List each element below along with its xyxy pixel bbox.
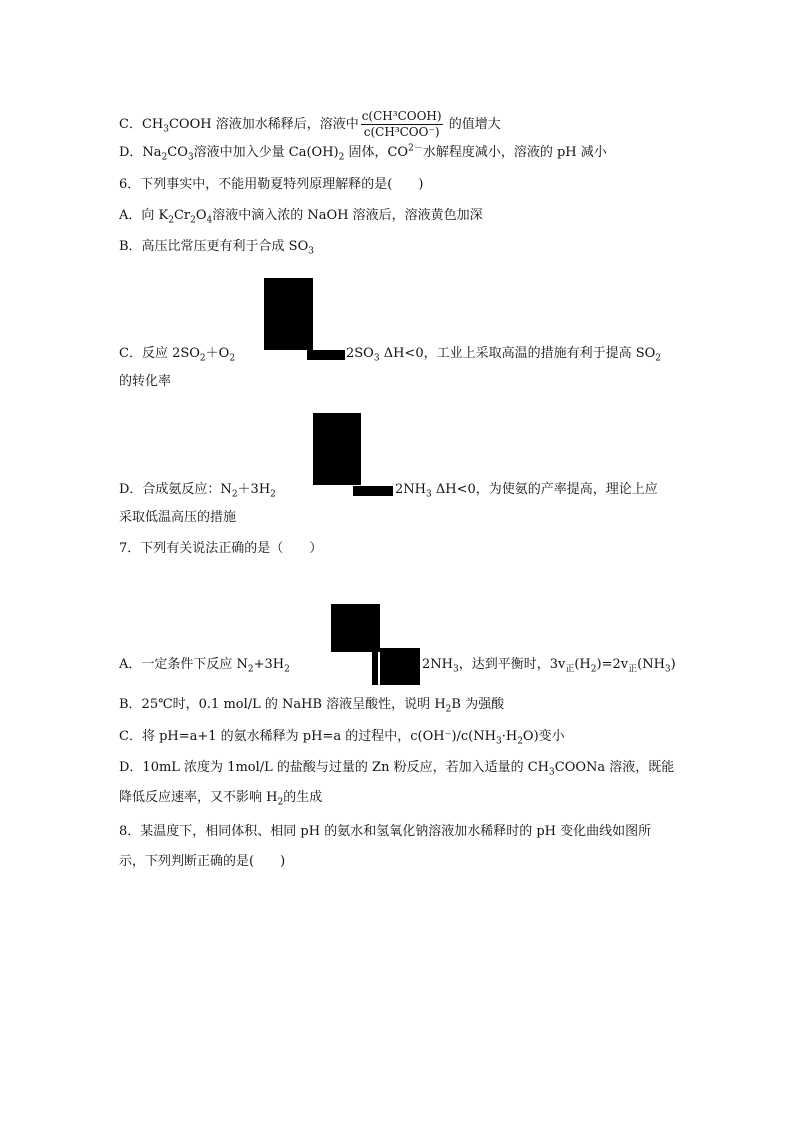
question-8-cont: 示，下列判断正确的是( ): [119, 854, 286, 869]
option-d-q7: D．10mL 浓度为 1mol/L 的盐酸与过量的 Zn 粉反应，若加入适量的 $CH_3COONa$ 溶液，既能: [119, 760, 675, 778]
option-a-q7: A．一定条件下反应 $N_2+3H_2$: [119, 657, 290, 675]
equilibrium-arrow-image: [264, 278, 313, 350]
equilibrium-arrow-image: [331, 604, 380, 652]
equilibrium-arrow-image-base: [353, 486, 393, 496]
option-d-q6-cont: 采取低温高压的措施: [119, 510, 237, 525]
option-d-q6: D．合成氨反应：$N_2+3H_2$: [119, 482, 276, 500]
question-7: 7．下列有关说法正确的是（ ）: [119, 541, 323, 556]
option-a-q6: A．向 $K_2Cr_2O_4$溶液中滴入浓的 NaOH 溶液后，溶液黄色加深: [119, 208, 483, 226]
question-8: 8．某温度下，相同体积、相同 pH 的氨水和氢氧化钠溶液加水稀释时的 pH 变化曲线如图所: [119, 824, 652, 839]
option-c-q6: C．反应 $2SO_2+O_2$: [119, 346, 236, 364]
option-d-q5: D．$Na_2CO_3$溶液中加入少量 $Ca(OH)_2$ 固体，$CO^{2-}$水解程度减小，溶液的 pH 减小: [119, 143, 607, 163]
option-d-q7-cont: 降低反应速率，又不影响 $H_2$的生成: [119, 790, 323, 808]
question-6: 6．下列事实中，不能用勒夏特列原理解释的是( ): [119, 177, 424, 192]
equilibrium-arrow-image-stem: [372, 652, 378, 685]
equilibrium-arrow-image: [313, 413, 361, 485]
option-c-q6-rest: $2SO_3$ ΔH<0，工业上采取高温的措施有利于提高 $SO_2$: [346, 346, 662, 364]
option-d-q6-rest: $2NH_3$ ΔH<0，为使氨的产率提高，理论上应: [395, 482, 658, 500]
option-c-q6-cont: 的转化率: [119, 374, 172, 389]
equilibrium-arrow-image-lower: [380, 648, 420, 685]
equilibrium-arrow-image-base: [307, 350, 345, 360]
option-c-q5: C．$CH_3COOH$ 溶液加水稀释后，溶液中 $\frac{\text{c(CH³COOH)}}{\text{c(CH³COO⁻)}}$ 的值增大: [119, 109, 501, 139]
option-b-q6: B．高压比常压更有利于合成 $SO_3$: [119, 239, 314, 257]
option-c-q7: C．将 pH=a+1 的氨水稀释为 pH=a 的过程中，$c(OH^-)/c(NH_3\cdot H_2O)$变小: [119, 729, 565, 747]
fraction: $\frac{\text{c(CH³COOH)}}{\text{c(CH³COO⁻)}}$: [361, 109, 442, 139]
option-b-q7: B．25℃时，0.1 mol/L 的 NaHB 溶液呈酸性，说明 $H_2B$ 为强酸: [119, 697, 505, 715]
option-a-q7-rest: $2NH_3$，达到平衡时，$3v_正(H_2)=2v_正(NH_3)$: [422, 657, 676, 675]
